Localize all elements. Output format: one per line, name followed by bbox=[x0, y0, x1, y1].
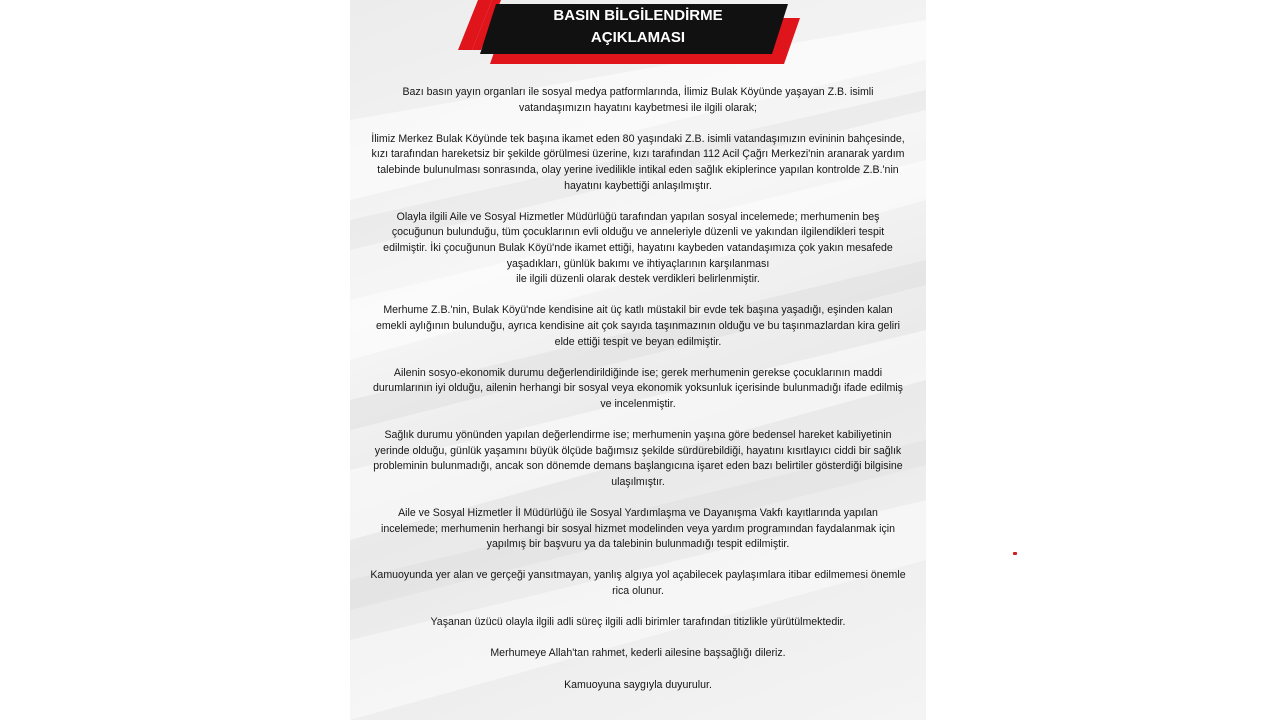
title-line-2: AÇIKLAMASI bbox=[590, 29, 686, 46]
paragraph-health: Sağlık durumu yönünden yapılan değerlendirme ise; merhumenin yaşına göre bedensel hareket kabiliyetinin yerinde olduğu, günlük yaşamını büyük ölçüde bağımsız şekilde sürdürebildiği, hayatını kısıtlayıcı ciddi bir sağlık probleminin bulunmadığı, ancak son dönemde demans başlangıcına işaret eden bazı belirtiler gösterdiği bilgisine ulaşılmıştır. bbox=[373, 429, 903, 488]
document-title bbox=[518, 5, 758, 49]
title-line-1: BASIN BİLGİLENDİRME bbox=[553, 7, 723, 24]
paragraph-social-review: Olayla ilgili Aile ve Sosyal Hizmetler Müdürlüğü tarafından yapılan sosyal incelemede; merhumenin beş çocuğunun bulunduğu, tüm çocuklarının evli olduğu ve anneleriyle düzenli ve yakından ilgilendikleri tespit edilmiştir. İki çocuğunun Bulak Köyü'nde ikamet ettiği, hayatını kaybeden vatandaşımıza çok yakın mesafede yaşadıkları, günlük bakımı ve ihtiyaçlarının karşılanması ile ilgili düzenli olarak destek verdikleri belirlenmiştir. bbox=[383, 210, 893, 286]
paragraph-judicial: Yaşanan üzücü olayla ilgili adli süreç ilgili adli birimler tarafından titizlikle yürütülmektedir. bbox=[430, 616, 846, 629]
paragraph-condolence: Merhumeye Allah'tan rahmet, kederli ailesine başsağlığı dileriz. bbox=[490, 647, 786, 660]
paragraph-socioeconomic: Ailenin sosyo-ekonomik durumu değerlendirildiğinde ise; gerek merhumenin gerekse çocuklarının maddi durumlarının iyi olduğu, ailenin herhangi bir sosyal veya ekonomik yoksunluk içerisinde bulunmadığı ifade edilmiş ve incelenmiştir. bbox=[373, 366, 903, 410]
paragraph-closing: Kamuoyuna saygıyla duyurulur. bbox=[564, 678, 712, 691]
paragraph-intro: Bazı basın yayın organları ile sosyal medya patformlarında, İlimiz Bulak Köyünde yaşayan Z.B. isimli vatandaşımızın hayatını kaybetmesi ile ilgili olarak; bbox=[402, 86, 874, 114]
red-dot-mark bbox=[1013, 552, 1017, 555]
paragraph-warning: Kamuoyunda yer alan ve gerçeği yansıtmayan, yanlış algıya yol açabilecek paylaşımlara itibar edilmemesi önemle rica olunur. bbox=[370, 569, 906, 597]
paragraph-residence: Merhume Z.B.'nin, Bulak Köyü'nde kendisine ait üç katlı müstakil bir evde tek başına yaşadığı, eşinden kalan emekli aylığının bulunduğu, ayrıca kendisine ait çok sayıda taşınmazının olduğu ve bu taşınmazlardan kira geliri elde ettiği tespit ve beyan edilmiştir. bbox=[375, 304, 901, 348]
paragraph-incident: İlimiz Merkez Bulak Köyünde tek başına ikamet eden 80 yaşındaki Z.B. isimli vatandaşımızın evininin bahçesinde, kızı tarafından hareketsiz bir şekilde görülmesi üzerine, kızı tarafından 112 Acil Çağrı Merkezi'nin aranarak yardım talebinde bulunulması sonrasında, olay yerine ivedilikle intikal eden sağlık ekiplerince yapılan kontrolde Z.B.'nin hayatını kaybettiği anlaşılmıştır. bbox=[371, 132, 905, 192]
document-body bbox=[370, 85, 906, 709]
press-release-document bbox=[350, 0, 926, 720]
paragraph-records: Aile ve Sosyal Hizmetler İl Müdürlüğü ile Sosyal Yardımlaşma ve Dayanışma Vakfı kayıtlarında yapılan incelemede; merhumenin herhangi bir sosyal hizmet modelinden veya yardım programından faydalanmak için yapılmış bir başvuru ya da talebinin bulunmadığı tespit edilmiştir. bbox=[380, 507, 896, 551]
